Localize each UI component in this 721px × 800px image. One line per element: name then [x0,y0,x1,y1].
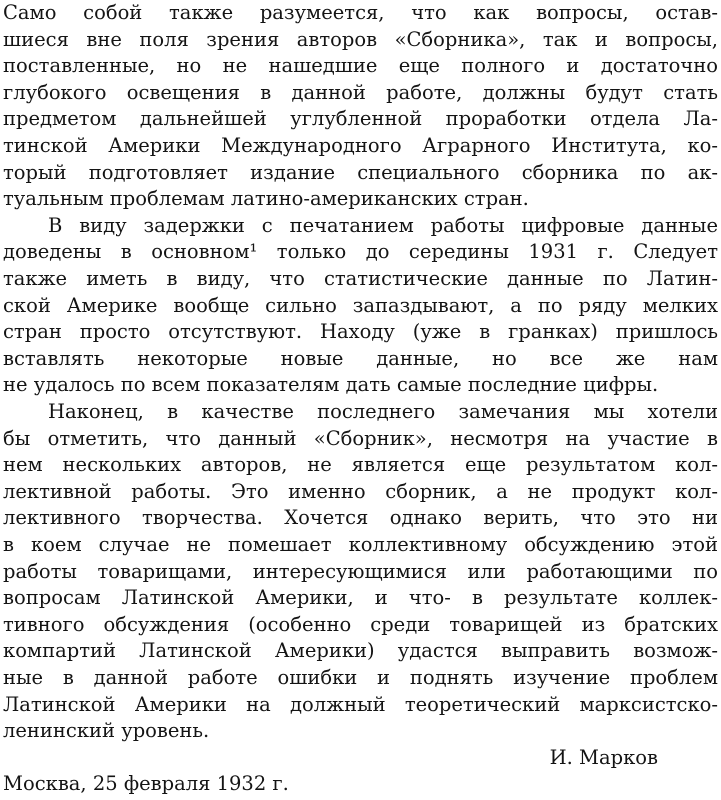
text-line: ленинский уровень. [3,719,210,743]
text-line: ской Америке вообще сильно запаздывают, а по ряду мелких [3,293,718,317]
text-line: В виду задержки с печатанием работы цифровые данные [48,213,718,237]
text-line: нем нескольких авторов, не является еще результатом кол- [3,453,718,477]
text-line: поставленные, но не нашедшие еще полного и достаточно [3,54,718,78]
text-line: компартий Латинской Америки) удастся выправить возмож- [3,639,718,663]
text-line: ные в данной работе ошибки и поднять изучение проблем [3,666,718,689]
text-line: бы отметить, что данный «Сборник», несмотря на участие в [3,426,718,450]
text-line: тивного обсуждения (особенно среди товарищей из братских [3,612,718,636]
text-line: туальным проблемам латино-американских стран. [3,187,529,211]
text-line: шиеся вне поля зрения авторов «Сборника», так и вопросы, [3,27,718,51]
text-line: работы товарищами, интересующимися или работающими по [3,559,718,583]
text-line: Само собой также разумеется, что как вопросы, остав- [3,1,718,24]
text-line: глубокого освещения в данной работе, должны будут стать [3,80,718,104]
text-line: лективного творчества. Хочется однако верить, что это ни [3,506,718,530]
text-line: вопросам Латинской Америки, и что- в результате коллек- [3,586,718,610]
text-line: в коем случае не помешает коллективному обсуждению этой [3,533,718,556]
text-line: не удалось по всем показателям дать самые последние цифры. [3,373,659,397]
text-line: доведены в основном¹ только до середины 1931 г. Следует [3,240,718,264]
text-line: также иметь в виду, что статистические данные по Латин- [3,267,718,290]
text-line: тинской Америки Международного Аграрного Института, ко- [3,134,718,157]
text-line: Латинской Америки на должный теоретический марксистско- [3,692,718,716]
text-line: лективной работы. Это именно сборник, а не продукт кол- [3,479,718,503]
text-line: Наконец, в качестве последнего замечания мы хотели [48,400,718,423]
dateline: Москва, 25 февраля 1932 г. [3,772,289,796]
author-signature: И. Марков [549,745,658,769]
text-line: стран просто отсутствуют. Находу (уже в гранках) пришлось [3,320,718,344]
text-line: торый подготовляет издание специального сборника по ак- [3,160,718,184]
text-line: предметом дальнейшей углубленной проработки отдела Ла- [3,107,718,131]
text-line: вставлять некоторые новые данные, но все же нам [3,346,718,370]
